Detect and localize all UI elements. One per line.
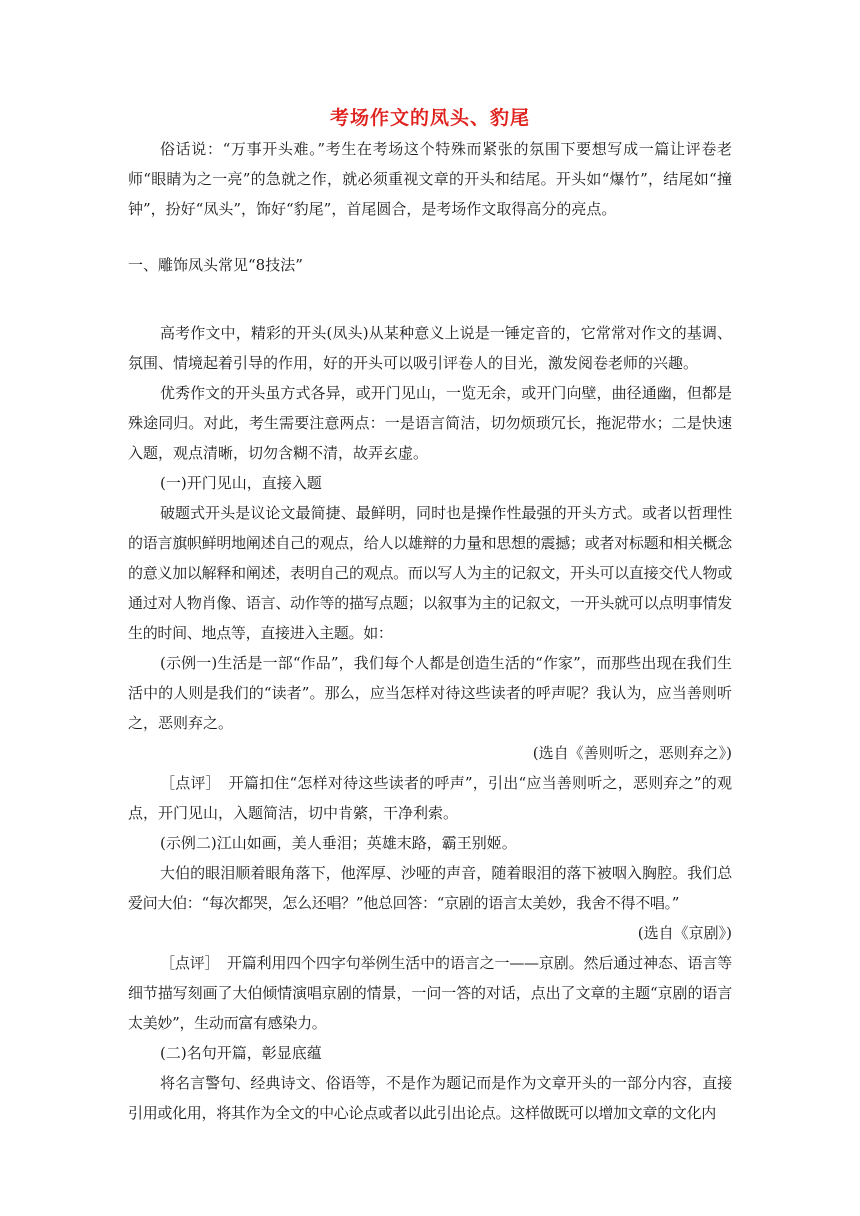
source-citation: (选自《京剧》) <box>637 924 732 942</box>
body-paragraph: 破题式开头是议论文最简捷、最鲜明，同时也是操作性最强的开头方式。或者以哲理性的语言旗帜鲜明地阐述自己的观点，给人以雄辩的力量和思想的震撼；或者对标题和相关概念的意义加以解释和阐述，表明自己的观点。而以写人为主的记叙文，开头可以直接交代人物或通过对人物肖像、语言、动作等的描写点题；以叙事为主的记叙文，一开头就可以点明事情发生的时间、地点等，直接进入主题。如： <box>128 504 732 642</box>
body-paragraph: 大伯的眼泪顺着眼角落下，他浑厚、沙哑的声音，随着眼泪的落下被咽入胸腔。我们总爱问大伯：“每次都哭，怎么还唱？”他总回答：“京剧的语言太美妙，我舍不得不唱。” <box>128 864 732 912</box>
subheading: (二)名句开篇，彰显底蕴 <box>160 1044 322 1062</box>
example-paragraph: (示例二)江山如画，美人垂泪；英雄末路，霸王别姬。 <box>160 834 517 852</box>
body-paragraph: 优秀作文的开头虽方式各异，或开门见山，一览无余，或开门向壁，曲径通幽，但都是殊途同归。对此，考生需要注意两点：一是语言简洁，切勿烦琐冗长，拖泥带水；二是快速入题，观点清晰，切勿含糊不清，故弄玄虚。 <box>128 384 732 462</box>
document-title: 考场作文的凤头、豹尾 <box>329 107 530 129</box>
subheading: (一)开门见山，直接入题 <box>160 474 322 492</box>
intro-paragraph: 俗话说：“万事开头难。”考生在考场这个特殊而紧张的氛围下要想写成一篇让评卷老师“眼睛为之一亮”的急就之作，就必须重视文章的开头和结尾。开头如“爆竹”，结尾如“撞钟”，扮好“凤头”，饰好“豹尾”，首尾圆合，是考场作文取得高分的亮点。 <box>128 140 732 218</box>
source-citation: (选自《善则听之，恶则弃之》) <box>532 744 732 762</box>
body-paragraph: 高考作文中，精彩的开头(凤头)从某种意义上说是一锤定音的，它常常对作文的基调、氛围、情境起着引导的作用，好的开头可以吸引评卷人的目光，激发阅卷老师的兴趣。 <box>128 324 732 372</box>
example-paragraph: (示例一)生活是一部“作品”，我们每个人都是创造生活的“作家”，而那些出现在我们生活中的人则是我们的“读者”。那么，应当怎样对待这些读者的呼声呢？我认为，应当善则听之，恶则弃之。 <box>128 654 732 732</box>
section-heading: 一、雕饰凤头常见“8技法” <box>128 256 303 274</box>
body-paragraph: 将名言警句、经典诗文、俗语等，不是作为题记而是作为文章开头的一部分内容，直接引用或化用，将其作为全文的中心论点或者以此引出论点。这样做既可以增加文章的文化内 <box>128 1074 732 1122</box>
comment-paragraph: ［点评］ 开篇利用四个四字句举例生活中的语言之一——京剧。然后通过神态、语言等细节描写刻画了大伯倾情演唱京剧的情景，一问一答的对话，点出了文章的主题“京剧的语言太美妙”，生动而富有感染力。 <box>128 954 732 1032</box>
comment-paragraph: ［点评］ 开篇扣住“怎样对待这些读者的呼声”，引出“应当善则听之，恶则弃之”的观点，开门见山，入题简洁，切中肯綮，干净利索。 <box>128 774 732 822</box>
